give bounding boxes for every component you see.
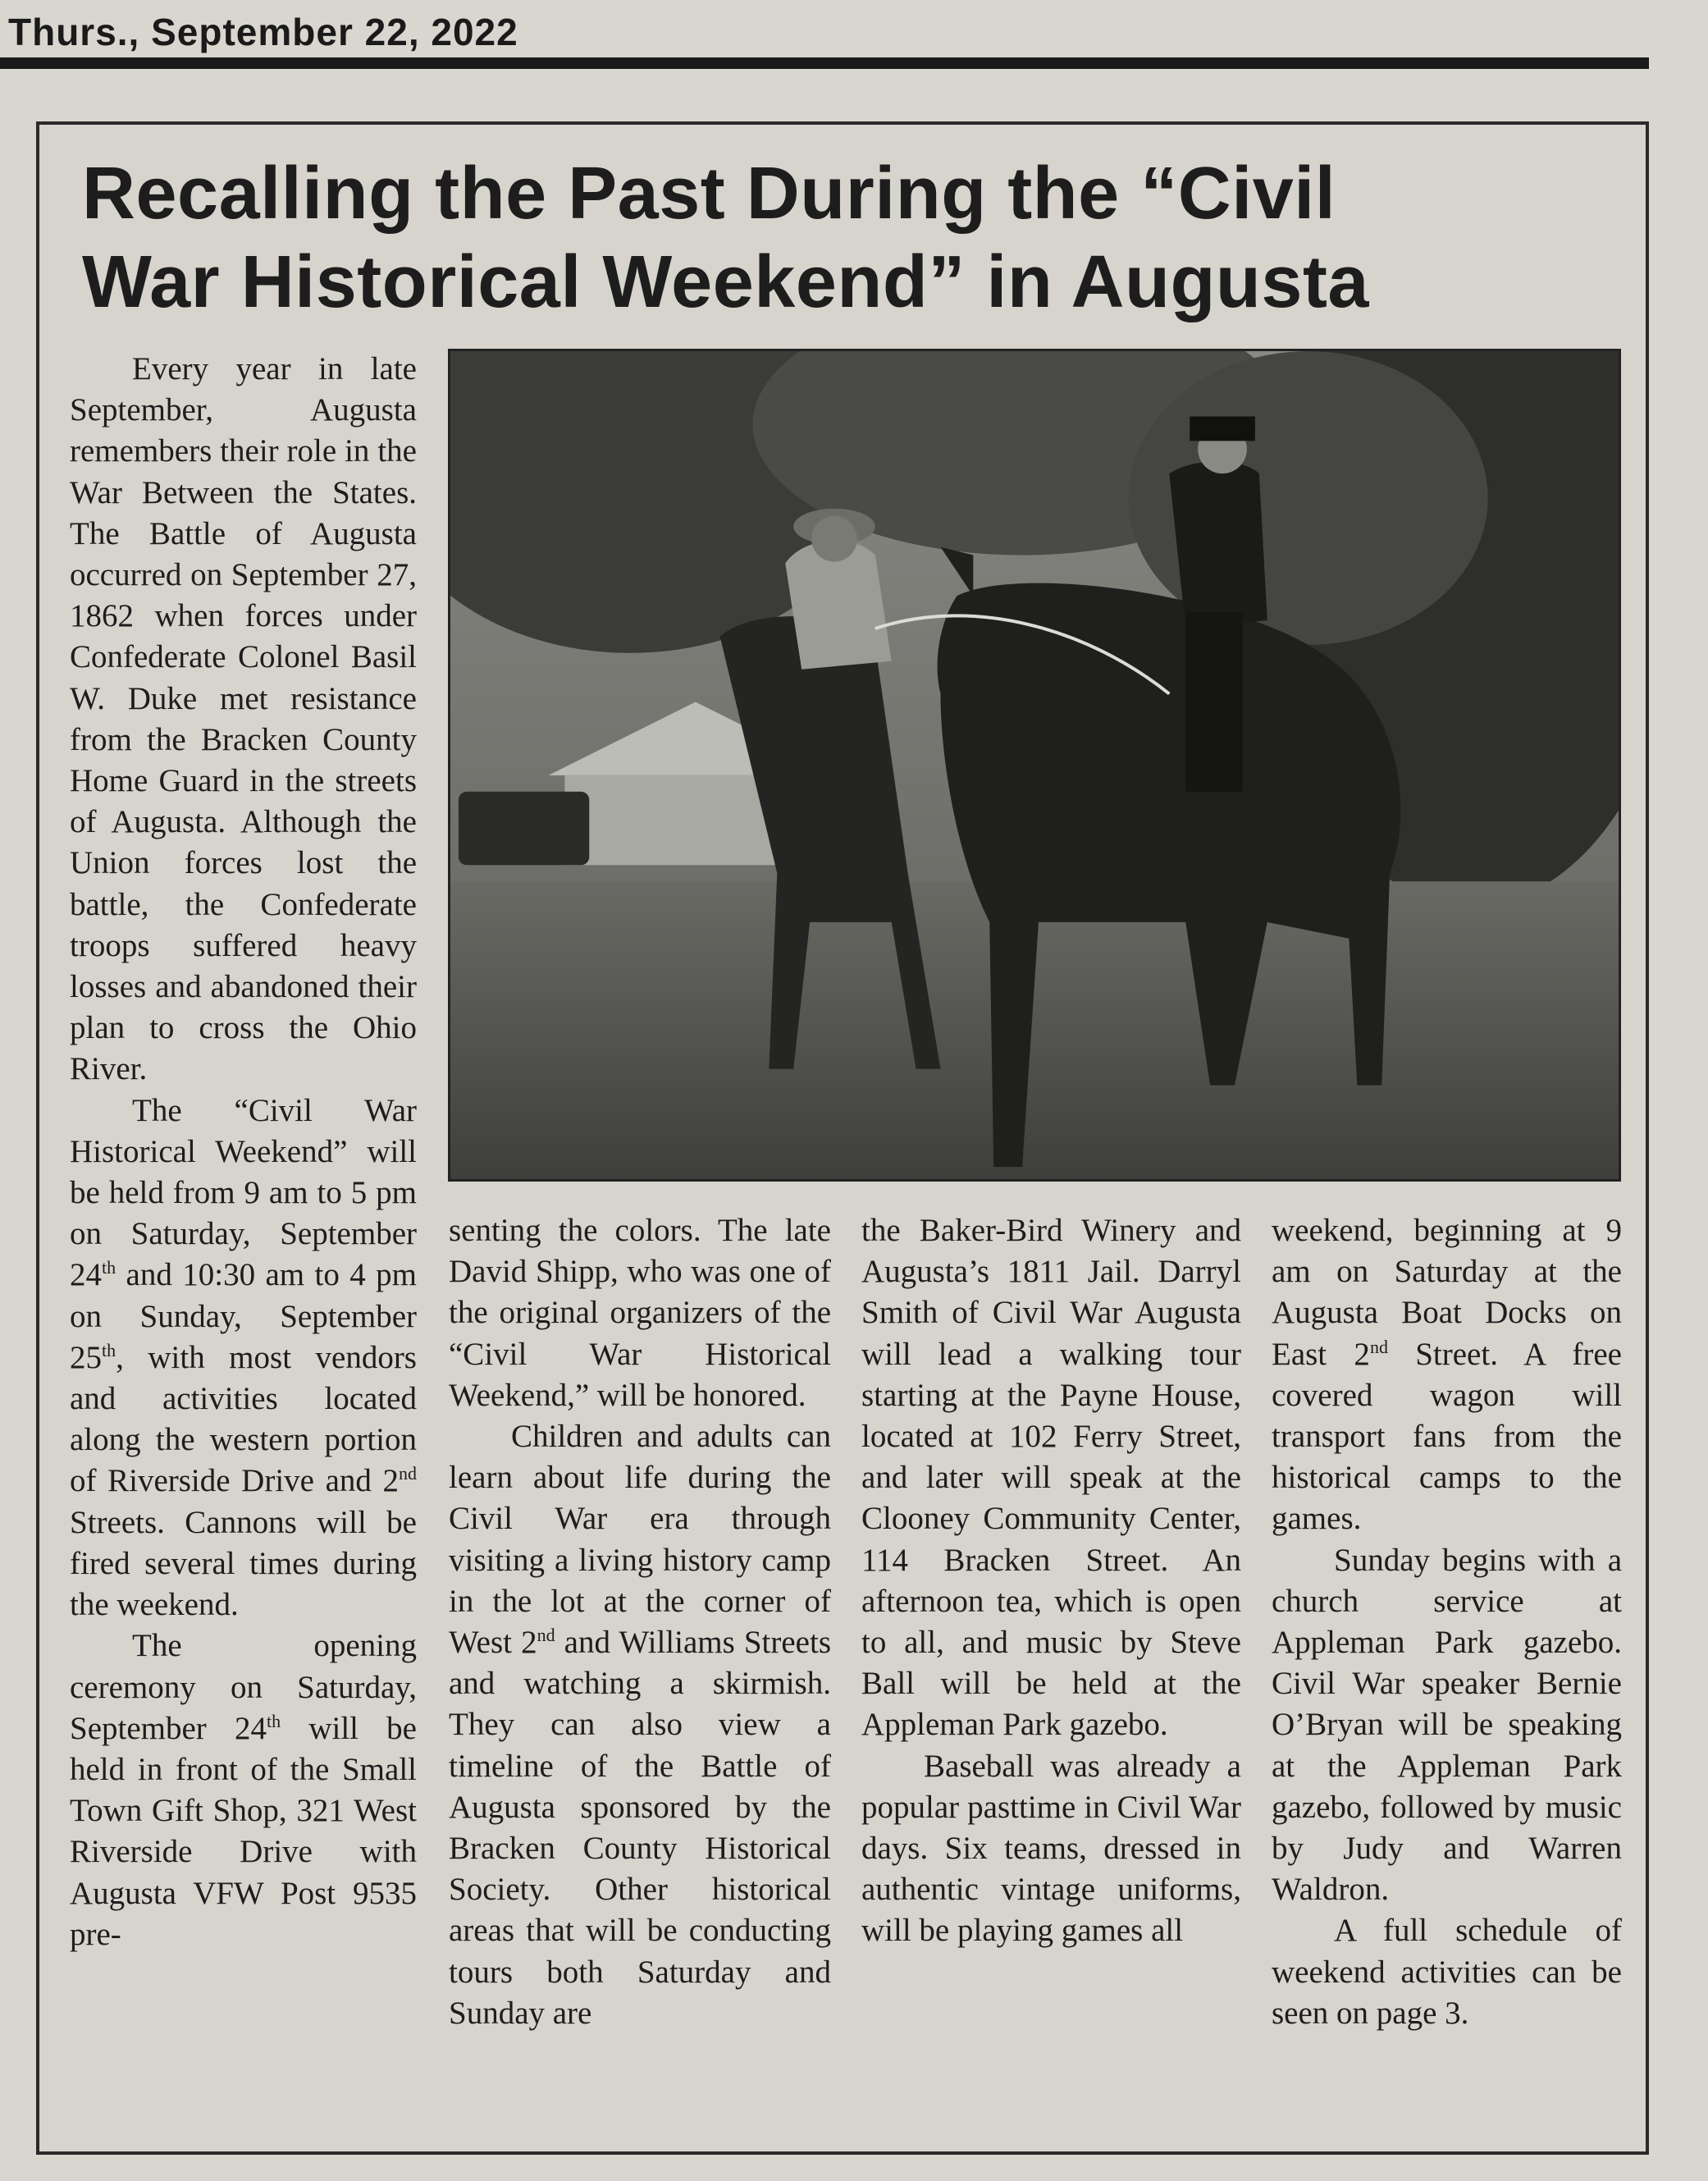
paragraph-colors-presentation: senting the colors. The late David Shipp, who was one of the original organizers of the “Civil War Historical Weekend,” will be honored.: [449, 1213, 831, 1413]
headline: [82, 149, 1624, 327]
paragraph-full-schedule: A full schedule of weekend activities can be seen on page 3.: [1272, 1913, 1622, 2031]
paragraph-baseball: Baseball was already a popular pasttime in Civil War days. Six teams, dressed in authentic vintage uniforms, will be playing games all: [861, 1748, 1241, 1949]
paragraph-living-history: Children and adults can learn about life during the Civil War era through visiting a living history camp in the lot at the corner of West 2nd and Williams Streets and watching a skirmish. They can also view a timeline of the Battle of Augusta sponsored by the Bracken County Historical Society. Other historical areas that will be conducting tours both Saturday and Sunday are: [449, 1419, 831, 2031]
article-column-3: [861, 1210, 1241, 1952]
header-rule: [0, 57, 1649, 69]
dateline: Thurs., September 22, 2022: [8, 11, 518, 53]
article-column-1: [70, 349, 417, 1955]
article-column-4: [1272, 1210, 1622, 2034]
paragraph-tours: the Baker-Bird Winery and Augusta’s 1811 Jail. Darryl Smith of Civil War Augusta will lead a walking tour starting at the Payne House, located at 102 Ferry Street, and later will speak at the Clooney Community Center, 114 Bracken Street. An afternoon tea, which is open to all, and music by Steve Ball will be held at the Appleman Park gazebo.: [861, 1213, 1241, 1743]
headline-line-2: War Historical Weekend” in Augusta: [82, 241, 1369, 323]
paragraph-battle-history: Every year in late September, Augusta remembers their role in the War Between the States. The Battle of Augusta occurred on September 27, 1862 when forces under Confederate Colonel Basil W. Duke met resistance from the Bracken County Home Guard in the streets of Augusta. Although the Union forces lost the battle, the Confederate troops suffered heavy losses and abandoned their plan to cross the Ohio River.: [70, 351, 417, 1087]
reenactors-photo: [448, 349, 1621, 1182]
article-column-2: [449, 1210, 831, 2034]
paragraph-boat-docks: weekend, beginning at 9 am on Saturday at the Augusta Boat Docks on East 2nd Street. A free covered wagon will transport fans from the historical camps to the games.: [1272, 1213, 1622, 1537]
photo-illustration: [450, 351, 1619, 1179]
paragraph-opening-ceremony: The opening ceremony on Saturday, September 24th will be held in front of the Small Town Gift Shop, 321 West Riverside Drive with Augusta VFW Post 9535 pre-: [70, 1628, 417, 1952]
paragraph-weekend-schedule: The “Civil War Historical Weekend” will be held from 9 am to 5 pm on Saturday, September 24th and 10:30 am to 4 pm on Sunday, September 25th, with most vendors and activities located along the western portion of Riverside Drive and 2nd Streets. Cannons will be fired several times during the weekend.: [70, 1092, 417, 1623]
paragraph-sunday: Sunday begins with a church service at Appleman Park gazebo. Civil War speaker Bernie O’Bryan will be speaking at the Appleman Park gazebo, followed by music by Judy and Warren Waldron.: [1272, 1542, 1622, 1908]
headline-line-1: Recalling the Past During the “Civil: [82, 153, 1336, 235]
